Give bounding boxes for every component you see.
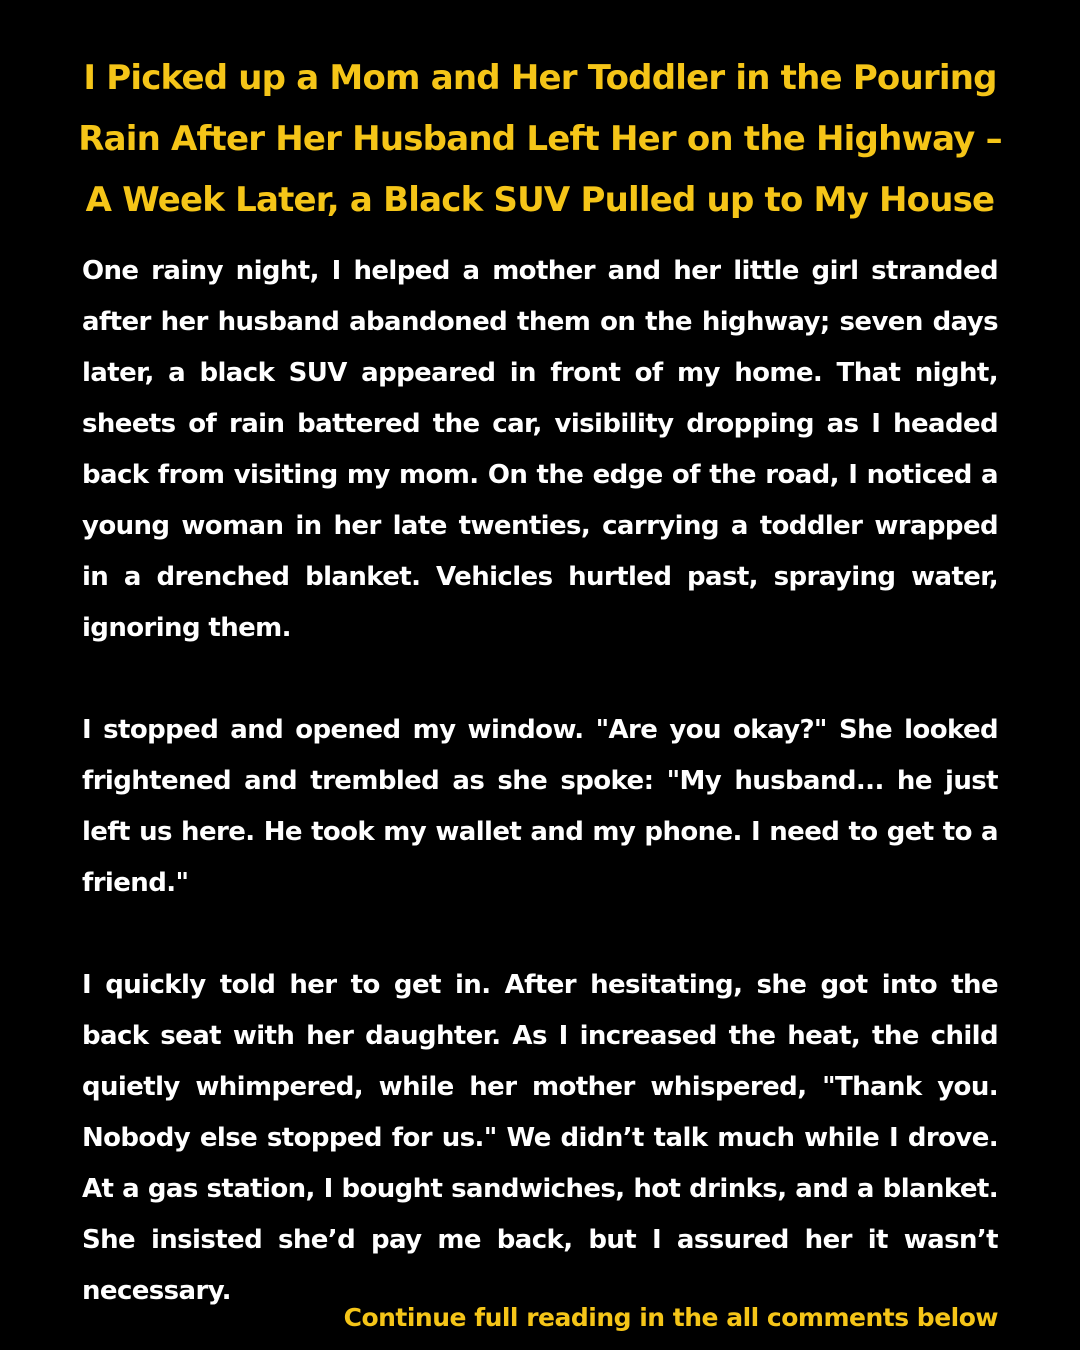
post-title: I Picked up a Mom and Her Toddler in the Pouring Rain After Her Husband Left Her on the Highway – A Week Later, a Black SUV Pulled up to My House (78, 58, 1002, 220)
story-paragraph: I quickly told her to get in. After hesitating, she got into the back seat with her daughter. As I increased the heat, the child quietly whimpered, while her mother whispered, "Thank you. Nobody else stopped for us." We didn’t talk much while I drove. At a gas station, I bought sandwiches, hot drinks, and a blanket. She insisted she’d pay me back, but I assured her it wasn’t necessary. (82, 970, 998, 1306)
story-paragraph: I stopped and opened my window. "Are you okay?" She looked frightened and trembled as she spoke: "My husband... he just left us here. He took my wallet and my phone. I need to get to a friend." (82, 715, 998, 898)
continue-reading-link[interactable]: Continue full reading in the all comments below (343, 1303, 998, 1332)
story-body (82, 246, 998, 1306)
story-paragraph: One rainy night, I helped a mother and her little girl stranded after her husband abandoned them on the highway; seven days later, a black SUV appeared in front of my home. That night, sheets of rain battered the car, visibility dropping as I headed back from visiting my mom. On the edge of the road, I noticed a young woman in her late twenties, carrying a toddler wrapped in a drenched blanket. Vehicles hurtled past, spraying water, ignoring them. (82, 256, 998, 643)
